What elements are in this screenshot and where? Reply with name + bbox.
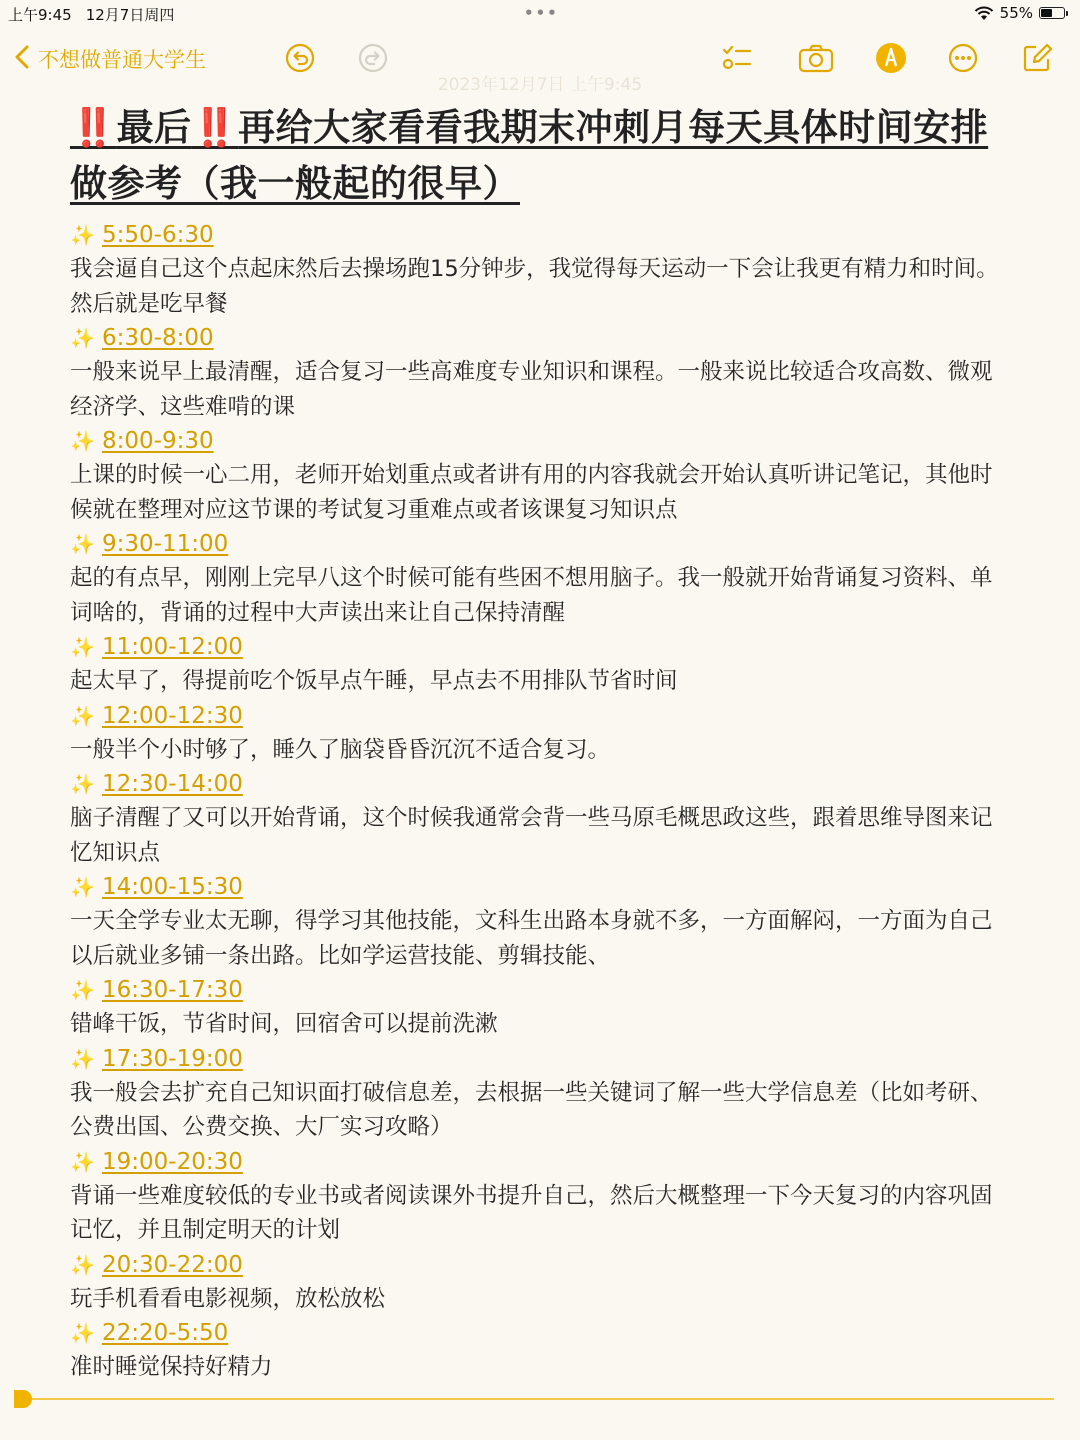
double-exclamation-icon: ‼️ — [70, 106, 117, 149]
schedule-entry — [70, 1042, 1005, 1145]
time-range: 12:30-14:00 — [102, 771, 243, 797]
time-range: 12:00-12:30 — [102, 702, 243, 729]
entry-description: 上课的时候一心二用，老师开始划重点或者讲有用的内容我就会开始认真听讲记笔记，其他时候就在整理对应这节课的考试复习重难点或者该课复习知识点 — [70, 462, 993, 523]
entry-description: 起的有点早，刚刚上完早八这个时候可能有些困不想用脑子。我一般就开始背诵复习资料、单词啥的，背诵的过程中大声读出来让自己保持清醒 — [70, 565, 993, 626]
sparkles-icon: ✨ — [70, 429, 95, 453]
schedule-entry — [70, 1316, 1005, 1385]
schedule-entry — [70, 1145, 1005, 1248]
sparkles-icon: ✨ — [70, 978, 95, 1002]
schedule-entry — [70, 699, 1005, 768]
schedule-entry — [70, 218, 1005, 321]
note-created-stamp: 2023年12月7日 上午9:45 — [437, 75, 643, 95]
entry-time — [70, 630, 1005, 664]
entry-description: 准时睡觉保持好精力 — [70, 1354, 273, 1380]
back-button-label: 不想做普通大学生 — [38, 48, 206, 72]
note-title[interactable]: ‼️最后‼️再给大家看看我期末冲刺月每天具体时间安排做参考（我一般起的很早） — [70, 106, 989, 205]
entry-time — [70, 424, 1005, 458]
entry-time — [70, 321, 1005, 355]
entry-description: 错峰干饭，节省时间，回宿舍可以提前洗漱 — [70, 1011, 498, 1037]
sparkles-icon: ✨ — [70, 532, 95, 556]
time-range: 16:30-17:30 — [102, 977, 243, 1003]
schedule-list — [70, 218, 1005, 1385]
entry-description: 起太早了，得提前吃个饭早点午睡，早点去不用排队节省时间 — [70, 668, 678, 694]
schedule-entry — [70, 1248, 1005, 1317]
entry-time — [70, 527, 1005, 561]
time-range: 9:30-11:00 — [102, 531, 229, 557]
entry-time — [70, 1316, 1005, 1350]
note-body[interactable] — [70, 100, 1005, 1385]
sparkles-icon: ✨ — [70, 875, 95, 899]
schedule-entry — [70, 630, 1005, 699]
entry-time — [70, 1248, 1005, 1282]
sparkles-icon: ✨ — [70, 326, 95, 350]
scroll-indicator[interactable] — [14, 1388, 1054, 1410]
entry-time — [70, 870, 1005, 904]
status-bar — [0, 0, 1080, 28]
status-date: 12月7日周四 — [85, 6, 175, 24]
time-range: 19:00-20:30 — [102, 1148, 243, 1175]
sparkles-icon: ✨ — [70, 635, 95, 659]
entry-time — [70, 1042, 1005, 1076]
battery-percent: 55% — [999, 4, 1033, 22]
entry-description: 我一般会去扩充自己知识面打破信息差，去根据一些关键词了解一些大学信息差（比如考研、公费出国、公费交换、大厂实习攻略） — [70, 1079, 993, 1140]
schedule-entry — [70, 424, 1005, 527]
multitasking-dots[interactable]: ••• — [524, 4, 559, 22]
time-range: 5:50-6:30 — [102, 222, 214, 248]
time-range: 14:00-15:30 — [102, 874, 243, 900]
status-time: 上午9:45 — [8, 6, 72, 24]
time-range: 22:20-5:50 — [102, 1320, 229, 1346]
sparkles-icon: ✨ — [70, 223, 95, 247]
time-range: 11:00-12:00 — [102, 634, 243, 660]
sparkles-icon: ✨ — [70, 772, 95, 796]
entry-description: 一般来说早上最清醒，适合复习一些高难度专业知识和课程。一般来说比较适合攻高数、微观经济学、这些难啃的课 — [70, 359, 993, 420]
schedule-entry — [70, 527, 1005, 630]
entry-description: 我会逼自己这个点起床然后去操场跑15分钟步，我觉得每天运动一下会让我更有精力和时间。然后就是吃早餐 — [70, 256, 999, 317]
sparkles-icon: ✨ — [70, 1321, 95, 1345]
sparkles-icon: ✨ — [70, 1046, 95, 1071]
time-range: 6:30-8:00 — [102, 325, 214, 351]
schedule-entry — [70, 321, 1005, 424]
time-range: 17:30-19:00 — [102, 1045, 243, 1072]
time-range: 8:00-9:30 — [102, 428, 214, 454]
wifi-icon — [974, 6, 994, 21]
entry-description: 背诵一些难度较低的专业书或者阅读课外书提升自己，然后大概整理一下今天复习的内容巩固记忆，并且制定明天的计划 — [70, 1182, 993, 1243]
entry-time — [70, 1145, 1005, 1179]
entry-description: 玩手机看看电影视频，放松放松 — [70, 1285, 386, 1312]
entry-time — [70, 699, 1005, 733]
entry-time — [70, 767, 1005, 801]
entry-description: 一天全学专业太无聊，得学习其他技能，文科生出路本身就不多，一方面解闷，一方面为自己以后就业多铺一条出路。比如学运营技能、剪辑技能、 — [70, 908, 993, 969]
entry-description: 脑子清醒了又可以开始背诵，这个时候我通常会背一些马原毛概思政这些，跟着思维导图来记忆知识点 — [70, 805, 993, 866]
schedule-entry — [70, 767, 1005, 870]
entry-description: 一般半个小时够了，睡久了脑袋昏昏沉沉不适合复习。 — [70, 736, 611, 763]
sparkles-icon: ✨ — [70, 703, 95, 728]
sparkles-icon: ✨ — [70, 1149, 95, 1174]
entry-time — [70, 973, 1005, 1007]
entry-time — [70, 218, 1005, 252]
double-exclamation-icon: ‼️ — [191, 106, 239, 149]
schedule-entry — [70, 870, 1005, 973]
sparkles-icon: ✨ — [70, 1252, 95, 1277]
battery-icon — [1039, 7, 1065, 19]
schedule-entry — [70, 973, 1005, 1042]
time-range: 20:30-22:00 — [102, 1251, 243, 1278]
